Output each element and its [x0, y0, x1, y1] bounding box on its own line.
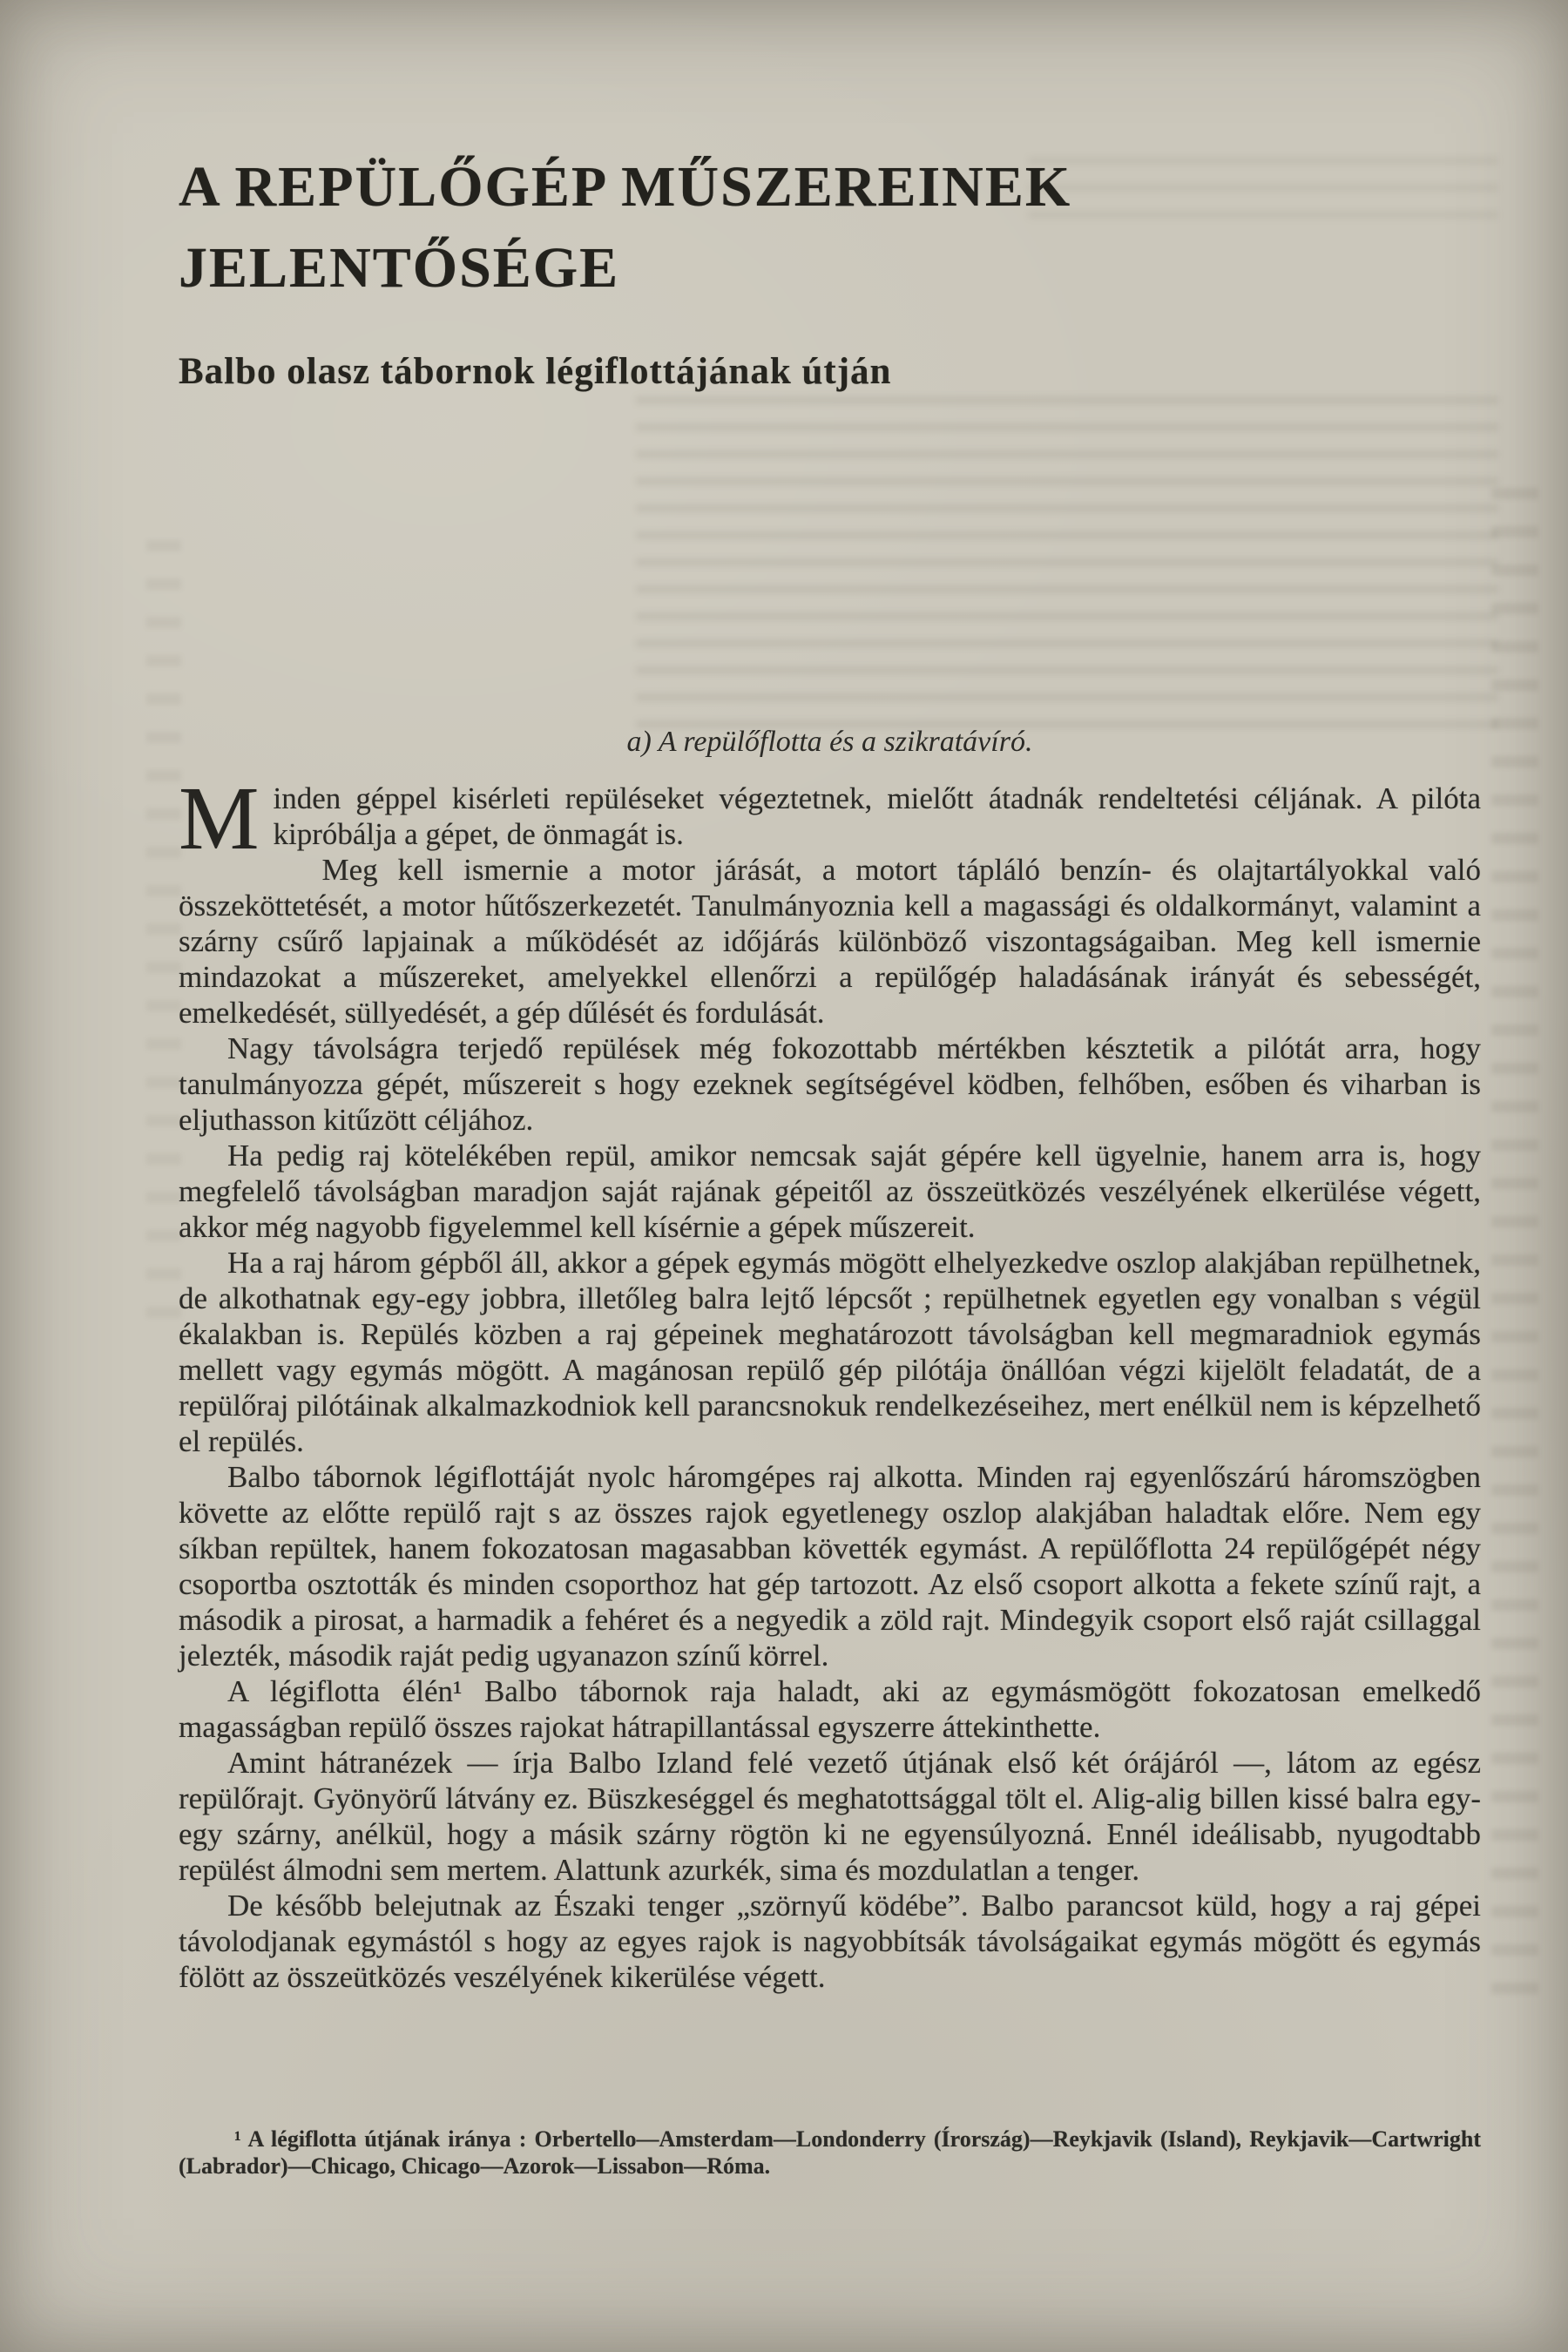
- lead-paragraph-text: inden géppel kisérleti repüléseket végeztetnek, mielőtt átadnák rendeltetési céljának. A pilóta kipróbálja a gépet, de önmagát is.: [273, 781, 1481, 851]
- page-title-line2: JELENTŐSÉGE: [179, 236, 620, 300]
- lead-paragraph: [179, 768, 1481, 868]
- paragraph: Amint hátranézek — írja Balbo Izland felé vezető útjának első két órájáról —, látom az egész repülőrajt. Gyönyörű látvány ez. Büszkeséggel és meghatottsággal tölt el. Alig-alig billen kissé balra egy-egy szárny, anélkül, hogy a másik szárny rögtön ki ne egyensúlyozná. Ennél ideálisabb, nyugodtabb repülést álmodni sem mertem. Alattunk azurkék, sima és mozdulatlan a tenger.: [179, 1746, 1481, 1887]
- paragraph: De később belejutnak az Északi tenger „szörnyű ködébe”. Balbo parancsot küld, hogy a raj gépei távolodjanak egymástól s hogy az egyes rajok is nagyobbítsák távolságaikat egymás mögött és egymás fölött az összeütközés veszélyének kikerülése végett.: [179, 1889, 1481, 1994]
- bleedthrough-texture: [146, 540, 181, 1324]
- bleedthrough-texture: [636, 396, 1498, 745]
- body-text-block: [179, 768, 1481, 1995]
- paragraph: Ha pedig raj kötelékében repül, amikor nemcsak saját gépére kell ügyelnie, hanem arra is, hogy megfelelő távolságban maradjon saját rajának gépeitől az összeütközés veszélyének elkerülése végett, akkor még nagyobb figyelemmel kell kísérnie a gépek műszereit.: [179, 1139, 1481, 1244]
- paragraph: Nagy távolságra terjedő repülések még fokozottabb mértékben késztetik a pilótát arra, hogy tanulmányozza gépét, műszereit s hogy ezeknek segítségével ködben, felhőben, esőben és viharban is eljuthasson kitűzött céljához.: [179, 1031, 1481, 1137]
- footnote: ¹ A légiflotta útjának iránya : Orbertello—Amsterdam—Londonderry (Írország)—Reykjavik (Island), Reykjavik—Cartwright (Labrador)—Chicago, Chicago—Azorok—Lissabon—Róma.: [179, 2126, 1481, 2179]
- section-heading: a) A repülőflotta és a szikratávíró.: [626, 726, 1033, 758]
- page-subtitle: Balbo olasz tábornok légiflottájának útján: [179, 351, 892, 392]
- bleedthrough-texture: [1491, 488, 1538, 2021]
- page-title: [179, 146, 1071, 308]
- bleedthrough-texture: [1028, 157, 1498, 231]
- page-title-line1: A REPÜLŐGÉP MŰSZEREINEK: [179, 155, 1072, 219]
- paragraph: A légiflotta élén¹ Balbo tábornok raja haladt, aki az egymásmögött fokozatosan emelkedő magasságban repülő összes rajokat hátrapillantással egyszerre áttekinthette.: [179, 1674, 1481, 1744]
- paragraph: Balbo tábornok légiflottáját nyolc háromgépes raj alkotta. Minden raj egyenlőszárú háromszögben követte az előtte repülő rajt s az összes rajok egyetlenegy oszlop alakjában haladtak előre. Nem egy síkban repültek, hanem fokozatosan magasabban követték egymást. A repülőflotta 24 repülőgépét négy csoportba osztották és minden csoporthoz hat gép tartozott. Az első csoport alkotta a fekete színű rajt, a második a pirosat, a harmadik a fehéret és a negyedik a zöld rajt. Mindegyik csoport első raját csillaggal jelezték, második raját pedig ugyanazon színű körrel.: [179, 1460, 1481, 1673]
- paragraph: Meg kell ismernie a motor járását, a motort tápláló benzín- és olajtartályokkal való összeköttetését, a motor hűtőszerkezetét. Tanulmányoznia kell a magassági és oldalkormányt, valamint a szárny csűrő lapjainak a működését az időjárás különböző viszontagságaiban. Meg kell ismernie mindazokat a műszereket, amelyekkel ellenőrzi a repülőgép haladásának irányát és sebességét, emelkedését, süllyedését, a gép dűlését és fordulását.: [179, 853, 1481, 1030]
- dropcap-initial: M: [179, 768, 260, 868]
- paragraph: Ha a raj három gépből áll, akkor a gépek egymás mögött elhelyezkedve oszlop alakjában repülhetnek, de alkothatnak egy-egy jobbra, illetőleg balra lejtő lépcsőt ; repülhetnek egyetlen egy vonalban s végül ékalakban is. Repülés közben a raj gépeinek meghatározott távolságban kell megmaradniok egymás mellett vagy egymás mögött. A magánosan repülő gép pilótája önállóan végzi kijelölt feladatát, de a repülőraj pilótáinak alkalmazkodniok kell parancsnokuk rendelkezéseihez, mert enélkül nem is képzelhető el repülés.: [179, 1246, 1481, 1458]
